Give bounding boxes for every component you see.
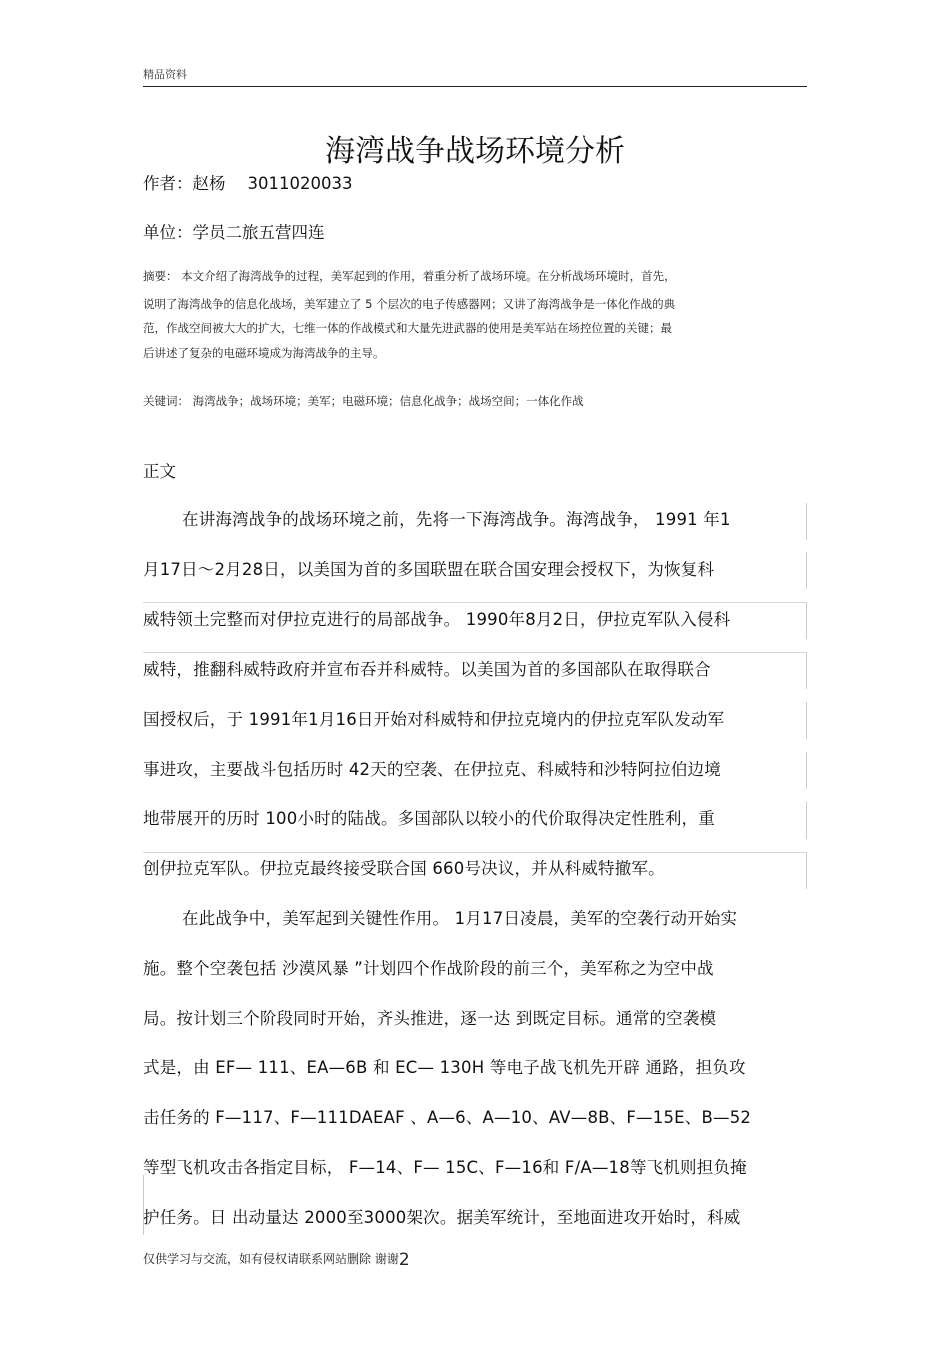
body-line: 施。整个空袭包括 沙漠风暴 ”计划四个作战阶段的前三个，美军称之为空中战: [143, 959, 714, 978]
body-line: 地带展开的历时 100小时的陆战。多国部队以较小的代价取得决定性胜利，重: [143, 809, 715, 828]
author-label: 作者：: [143, 174, 193, 193]
footer: [143, 1250, 410, 1270]
unit-line: 单位：学员二旅五营四连: [143, 223, 325, 242]
body-line: 在此战争中，美军起到关键性作用。 1月17日凌晨，美军的空袭行动开始实: [182, 909, 738, 928]
body-line: 护任务。日 出动量达 2000至3000架次。据美军统计，至地面进攻开始时，科威: [143, 1208, 741, 1227]
body-line: 击任务的 F—117、F—111DAEAF 、A—6、A—10、AV—8B、F—15E、B—52: [143, 1108, 752, 1127]
scan-border: [806, 702, 807, 739]
scan-border: [806, 552, 807, 589]
body-line: 创伊拉克军队。伊拉克最终接受联合国 660号决议，并从科威特撤军。: [143, 859, 665, 878]
abstract-line: 范，作战空间被大大的扩大，七维一体的作战模式和大量先进武器的使用是美军站在场控位置的关键；最: [143, 321, 672, 335]
document-title: 海湾战争战场环境分析: [325, 134, 625, 169]
body-line: 在讲海湾战争的战场环境之前，先将一下海湾战争。海湾战争， 1991 年1: [182, 510, 731, 529]
scan-border: [806, 652, 807, 689]
header-divider: [143, 86, 807, 87]
scan-border: [143, 852, 807, 853]
scan-border: [806, 752, 807, 789]
footer-text: 仅供学习与交流，如有侵权请联系网站删除 谢谢: [143, 1252, 399, 1266]
author-line: [143, 170, 352, 194]
scan-border: [143, 652, 807, 653]
abstract-line: 摘要： 本文介绍了海湾战争的过程，美军起到的作用，着重分析了战场环境。在分析战场环境时，首先，: [143, 269, 676, 283]
abstract-line: 后讲述了复杂的电磁环境成为海湾战争的主导。: [143, 346, 385, 360]
author-id: 3011020033: [247, 174, 353, 193]
author-name: 赵杨: [192, 174, 226, 193]
body-line: 威特，推翻科威特政府并宣布吞并科威特。以美国为首的多国部队在取得联合: [143, 660, 711, 679]
header-label: 精品资料: [143, 68, 187, 81]
section-heading: 正文: [143, 462, 176, 481]
scan-border: [806, 802, 807, 839]
body-line: 国授权后，于 1991年1月16日开始对科威特和伊拉克境内的伊拉克军队发动军: [143, 710, 725, 729]
body-line: 局。按计划三个阶段同时开始，齐头推进，逐一达 到既定目标。通常的空袭模: [143, 1009, 717, 1028]
body-line: 式是，由 EF— 111、EA—6B 和 EC— 130H 等电子战飞机先开辟 通路，担负攻: [143, 1058, 746, 1077]
body-line: 事进攻，主要战斗包括历时 42天的空袭、在伊拉克、科威特和沙特阿拉伯边境: [143, 760, 721, 779]
abstract-line: 说明了海湾战争的信息化战场，美军建立了 5 个层次的电子传感器网；又讲了海湾战争是一体化作战的典: [143, 297, 676, 311]
scan-border: [806, 602, 807, 639]
page-number: 2: [398, 1250, 410, 1270]
body-line: 月17日～2月28日，以美国为首的多国联盟在联合国安理会授权下，为恢复科: [143, 560, 715, 579]
scan-border: [806, 852, 807, 889]
body-line: 威特领土完整而对伊拉克进行的局部战争。 1990年8月2日，伊拉克军队入侵科: [143, 610, 731, 629]
keywords-line: 关键词： 海湾战争；战场环境；美军；电磁环境；信息化战争；战场空间；一体化作战: [143, 394, 584, 408]
scan-border: [143, 602, 807, 603]
body-line: 等型飞机攻击各指定目标， F—14、F— 15C、F—16和 F/A—18等飞机则担负掩: [143, 1158, 747, 1177]
scan-border: [806, 503, 807, 540]
